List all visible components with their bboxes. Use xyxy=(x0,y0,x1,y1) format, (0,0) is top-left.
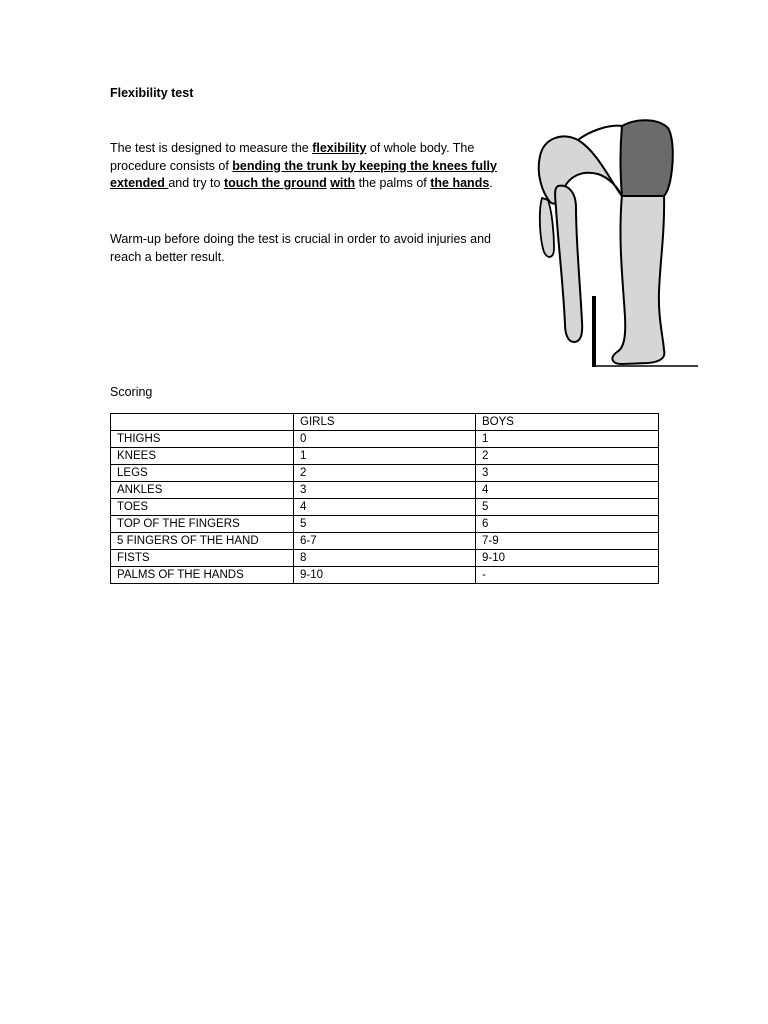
description-paragraph xyxy=(110,140,510,193)
warmup-paragraph: Warm-up before doing the test is crucial in order to avoid injuries and reach a better result. xyxy=(110,232,491,264)
table-cell: 5 xyxy=(294,516,476,533)
text-span: and try to xyxy=(168,176,224,190)
text-span: . xyxy=(489,176,493,190)
table-cell: 4 xyxy=(294,499,476,516)
table-cell: THIGHS xyxy=(111,431,294,448)
table-cell: 4 xyxy=(476,482,659,499)
forward-bend-illustration xyxy=(518,112,700,374)
table-header-cell xyxy=(111,414,294,431)
table-row xyxy=(111,550,659,567)
text-span: of whole body. The procedure consists of xyxy=(110,141,475,173)
document-title: Flexibility test xyxy=(110,86,194,100)
table-cell: 5 FINGERS OF THE HAND xyxy=(111,533,294,550)
table-row xyxy=(111,533,659,550)
table-cell: ANKLES xyxy=(111,482,294,499)
table-header-cell: GIRLS xyxy=(294,414,476,431)
table-cell: 5 xyxy=(476,499,659,516)
table-cell: TOP OF THE FINGERS xyxy=(111,516,294,533)
table-cell: 6-7 xyxy=(294,533,476,550)
table-cell: 2 xyxy=(294,465,476,482)
table-cell: 9-10 xyxy=(476,550,659,567)
table-cell: 1 xyxy=(294,448,476,465)
table-row xyxy=(111,499,659,516)
table-cell: 2 xyxy=(476,448,659,465)
text-span: the palms of xyxy=(355,176,431,190)
table-row xyxy=(111,465,659,482)
table-cell: 3 xyxy=(294,482,476,499)
table-header-cell: BOYS xyxy=(476,414,659,431)
scoring-table xyxy=(110,413,659,584)
table-row xyxy=(111,516,659,533)
table-cell: 3 xyxy=(476,465,659,482)
table-cell: 8 xyxy=(294,550,476,567)
table-cell: LEGS xyxy=(111,465,294,482)
table-cell: 7-9 xyxy=(476,533,659,550)
emphasis-bending: bending the trunk by keeping the knees fully extended xyxy=(110,158,497,190)
emphasis-hands: the hands xyxy=(430,176,490,190)
table-cell: 1 xyxy=(476,431,659,448)
table-header-row xyxy=(111,414,659,431)
emphasis-touch-ground: touch the ground xyxy=(223,176,327,190)
table-cell: FISTS xyxy=(111,550,294,567)
table-cell: TOES xyxy=(111,499,294,516)
scoring-label: Scoring xyxy=(110,385,153,399)
table-row xyxy=(111,567,659,584)
table-cell: PALMS OF THE HANDS xyxy=(111,567,294,584)
table-row xyxy=(111,482,659,499)
table-row xyxy=(111,448,659,465)
text-span: The test is designed to measure the xyxy=(110,141,313,155)
table-cell: 0 xyxy=(294,431,476,448)
table-row xyxy=(111,431,659,448)
emphasis-with: with xyxy=(330,176,356,190)
table-cell: 9-10 xyxy=(294,567,476,584)
table-cell: 6 xyxy=(476,516,659,533)
table-cell: - xyxy=(476,567,659,584)
emphasis-flexibility: flexibility xyxy=(312,141,367,155)
table-cell: KNEES xyxy=(111,448,294,465)
